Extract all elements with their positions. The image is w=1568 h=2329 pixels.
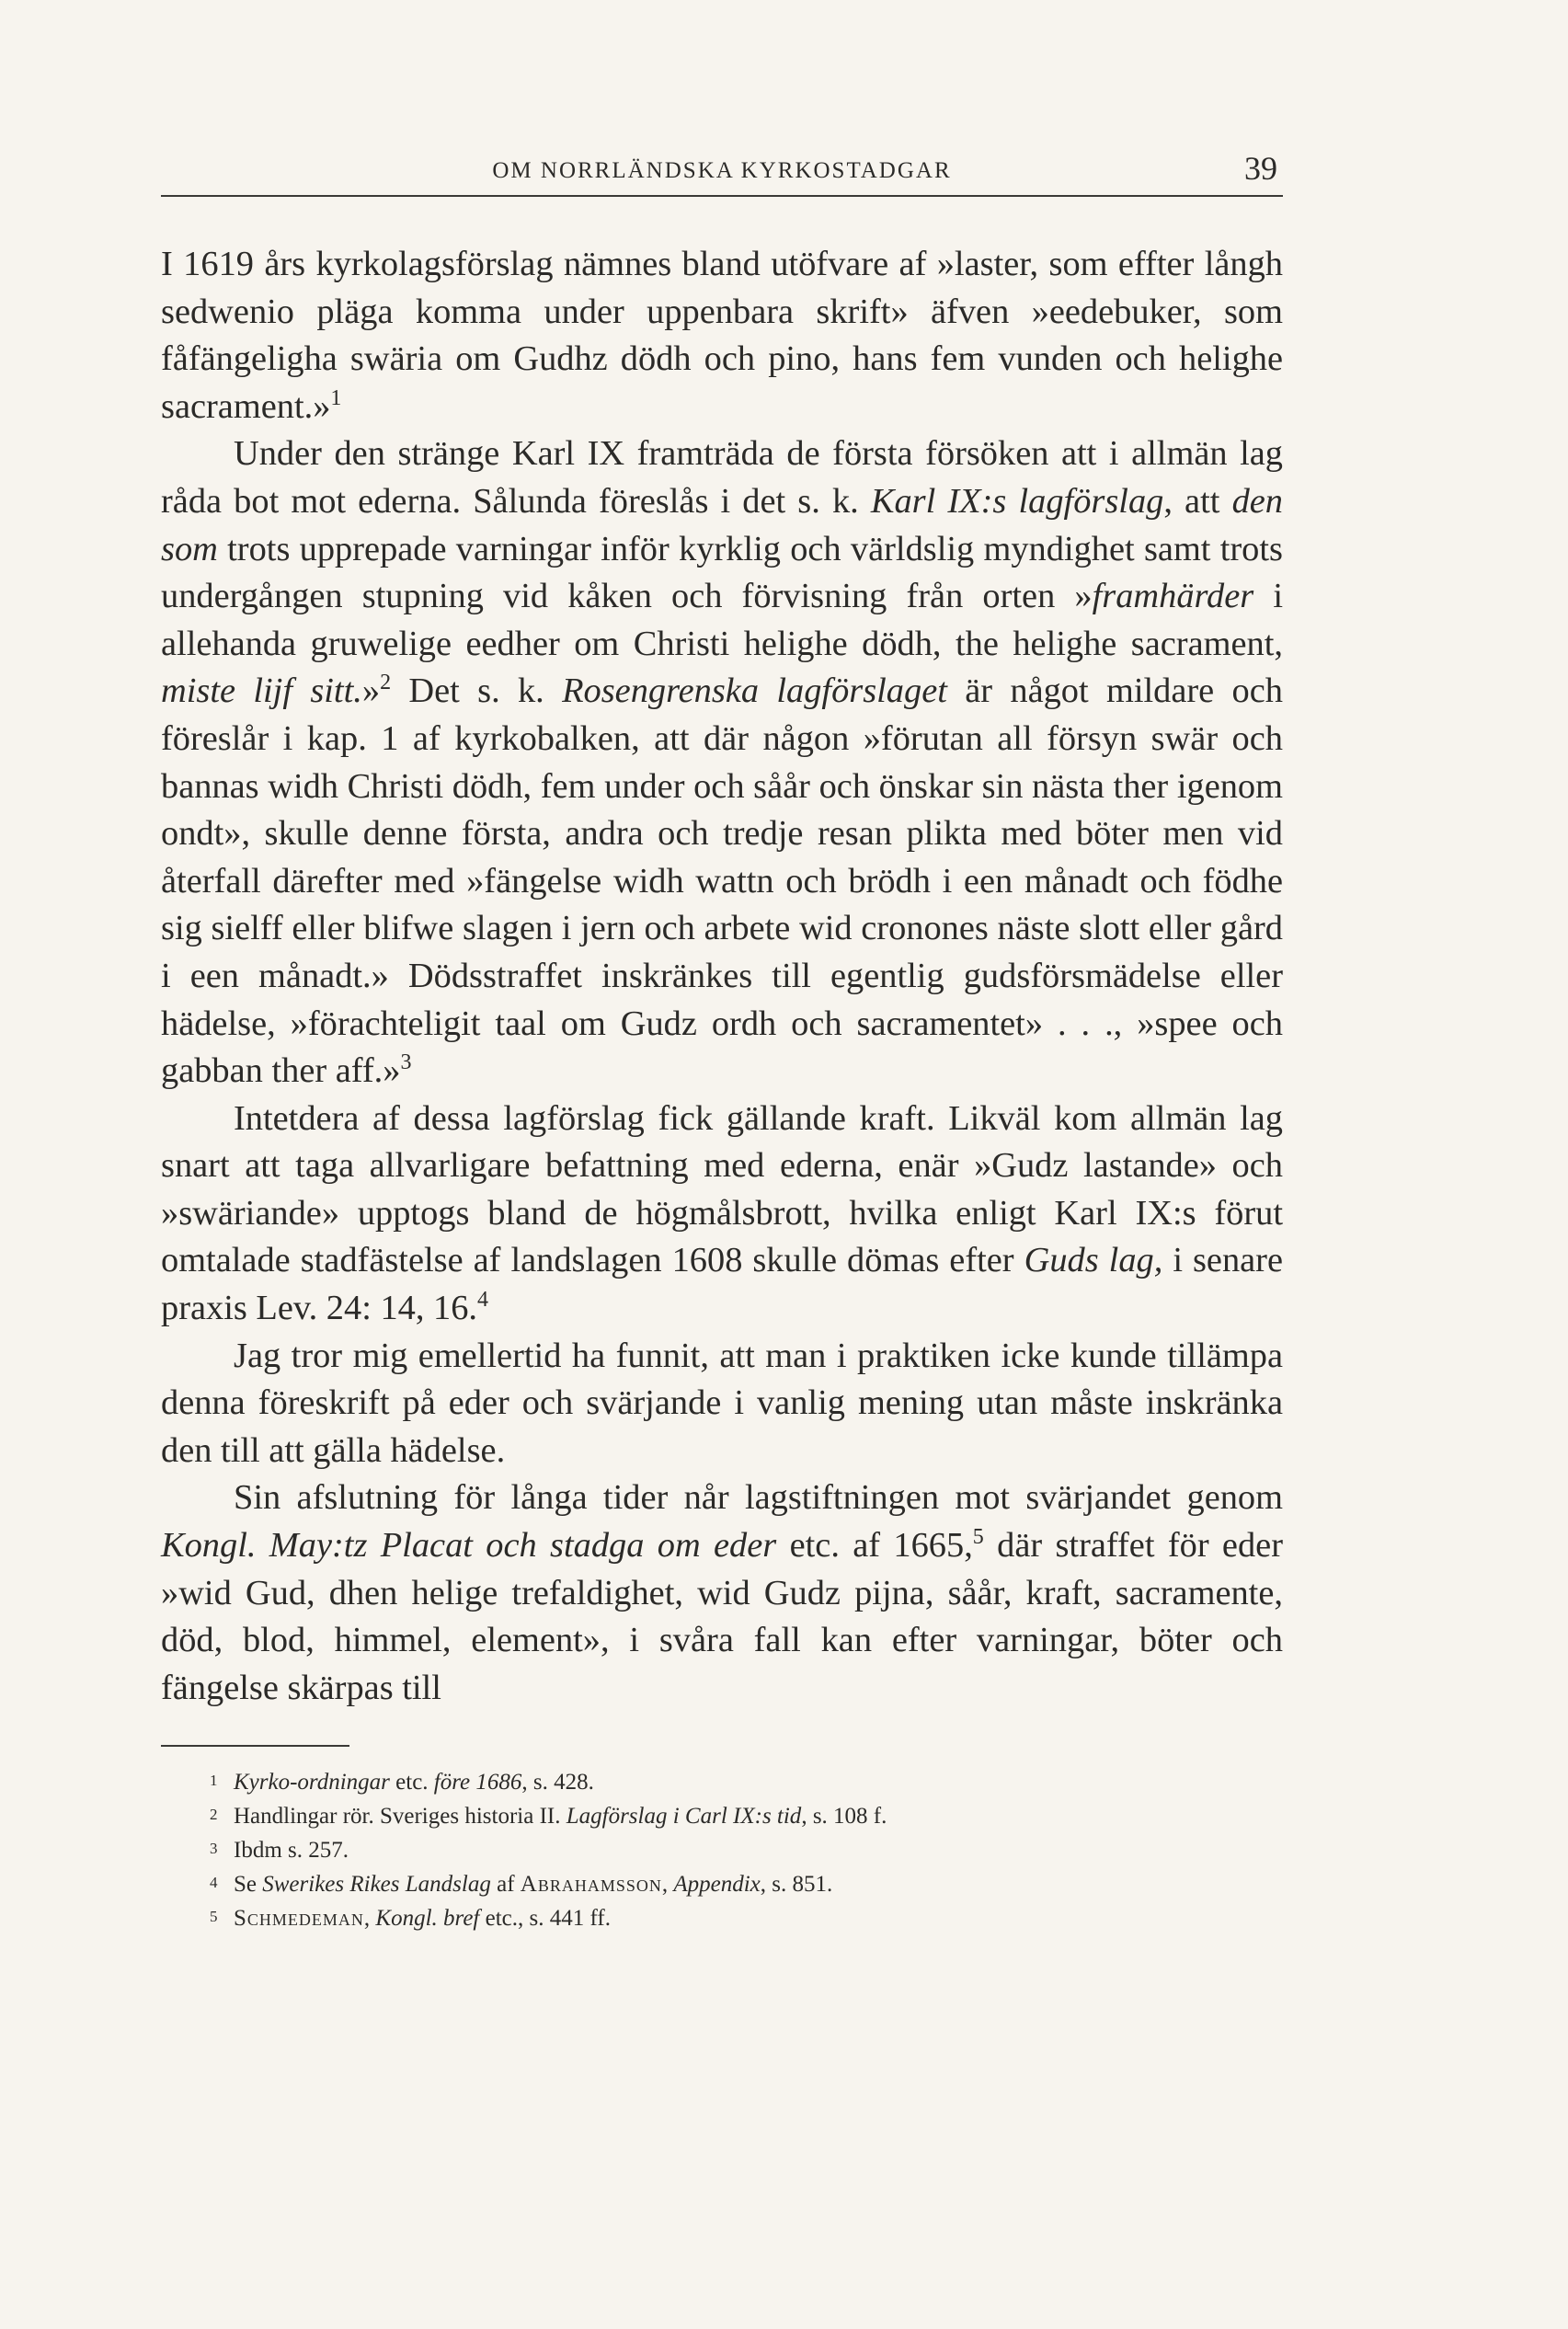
paragraph-2 [161, 430, 1283, 1095]
author-name: Abrahamsson [520, 1872, 662, 1898]
italic-title: Kyrko-ordningar [234, 1770, 390, 1796]
book-page [161, 147, 1283, 1935]
text-run: Sin afslutning för långa tider når lagstiftningen mot svärjandet genom [234, 1478, 1283, 1518]
text-run: etc. af 1665, [789, 1526, 973, 1566]
italic-title: Lagförslag i Carl IX:s tid [566, 1804, 802, 1830]
italic-title: Kongl. May:tz Placat och stadga om eder [161, 1526, 777, 1566]
paragraph-5 [161, 1474, 1283, 1712]
italic-phrase: framhärder [1092, 577, 1254, 616]
text-run: trots upprepade varningar inför kyrklig och världslig myndighet samt trots undergången stupning vid kåken och förvisning från orten » [161, 529, 1283, 616]
footnote-2 [210, 1799, 1283, 1833]
text-run: där straffet för eder »wid Gud, dhen helige trefaldighet, wid Gudz pijna, såår, kraft, sacramente, död, blod, himmel, element», i svåra fall kan efter varningar, böter och fängelse skärpas till [161, 1526, 1283, 1707]
footnote-5 [210, 1901, 1283, 1935]
text-run: i allehanda gruwelige eedher om Christi helighe dödh, the helighe sacrament, [161, 577, 1283, 663]
text-run: Ibdm s. 257. [234, 1838, 349, 1864]
footnote-ref: 1 [330, 385, 342, 410]
paragraph-1 [161, 241, 1283, 430]
footnote-number: 3 [210, 1840, 218, 1858]
text-run: , s. 108 f. [801, 1804, 887, 1830]
footnote-number: 2 [210, 1806, 218, 1824]
text-run: Under den stränge Karl IX framträda de första försöken att i allmän lag råda bot mot ederna. Sålunda föreslås i det s. k. [161, 434, 1283, 521]
paragraph-4 [161, 1333, 1283, 1475]
footnote-ref: 5 [972, 1525, 984, 1550]
text-run: Jag tror mig emellertid ha funnit, att man i praktiken icke kunde tillämpa denna föreskrift på eder och svärjande i vanlig mening utan måste inskränka den till att gälla hädelse. [161, 1336, 1283, 1470]
italic-phrase: före 1686 [433, 1770, 522, 1796]
italic-phrase: den som [161, 481, 1283, 568]
text-run: etc., s. 441 ff. [485, 1906, 611, 1932]
text-run: af [497, 1872, 515, 1898]
text-run: , s. 428. [521, 1770, 594, 1796]
footnote-ref: 3 [400, 1050, 412, 1075]
footnote-ref: 2 [380, 671, 392, 695]
text-run: är något mildare och föreslår i kap. 1 af kyrkobalken, att där någon »förutan all försyn swär och bannas widh Christi dödh, fem under och såår och önskar sin nästa ther igenom ondt», skulle denne första, andra och tredje resan plikta med böter men vid återfall därefter med »fängelse widh wattn och brödh i een månadt och födhe sig sielff eller blifwe slagen i jern och arbete wid cronones näste slott eller gård i een månadt.» Dödsstraffet inskränkes till egentlig gudsförsmädelse eller hädelse, »förachteligit taal om Gudz ordh och sacramentet» . . ., »spee och gabban ther aff.» [161, 671, 1283, 1091]
text-run: , att [1163, 481, 1220, 521]
italic-title: Appendix [673, 1872, 761, 1898]
page-number: 39 [1244, 150, 1277, 187]
text-run: Handlingar rör. Sveriges historia II. [234, 1804, 561, 1830]
footnote-ref: 4 [477, 1288, 489, 1313]
footnote-divider [161, 1745, 349, 1747]
text-run: i senare praxis Lev. 24: 14, 16. [161, 1241, 1284, 1328]
italic-title: Karl IX:s lagförslag [870, 481, 1164, 521]
italic-title: Swerikes Rikes Landslag [262, 1872, 491, 1898]
author-name: Schmedeman [234, 1906, 364, 1932]
body-text [161, 241, 1283, 1712]
text-run: Intetdera af dessa lagförslag fick gällande kraft. Likväl kom allmän lag snart att taga allvarligare befattning med ederna, enär »Gudz lastande» och »swäriande» upptogs bland de högmålsbrott, hvilka enligt Karl IX:s förut omtalade stadfästelse af landslagen 1608 skulle dömas efter [161, 1098, 1283, 1280]
text-run: , [661, 1872, 669, 1898]
text-run: etc. [395, 1770, 429, 1796]
text-run: Se [234, 1872, 257, 1898]
italic-title: Rosengrenska lagförslaget [562, 671, 947, 711]
italic-title: Kongl. bref [375, 1906, 480, 1932]
text-run: I 1619 års kyrkolagsförslag nämnes bland utöfvare af »laster, som effter långh sedwenio pläga komma under uppenbara skrift» äfven »eedebuker, som fåfängeligha swäria om Gudhz dödh och pino, hans fem vunden och helighe sacrament.» [161, 245, 1283, 426]
text-run: , [363, 1906, 371, 1932]
footnote-3 [210, 1833, 1283, 1867]
italic-title: Guds lag, [1024, 1241, 1163, 1280]
footnote-1 [210, 1765, 1283, 1799]
footnote-4 [210, 1867, 1283, 1901]
footnote-number: 5 [210, 1908, 218, 1926]
footnote-number: 4 [210, 1874, 218, 1892]
text-run: Det s. k. [408, 671, 544, 711]
text-run: , s. 851. [760, 1872, 833, 1898]
running-title: OM NORRLÄNDSKA KYRKOSTADGAR [492, 158, 952, 183]
paragraph-3 [161, 1096, 1283, 1333]
text-run: » [361, 671, 381, 711]
page-header [161, 147, 1283, 197]
footnotes [161, 1765, 1283, 1935]
footnote-number: 1 [210, 1772, 218, 1790]
italic-phrase: miste lijf sitt. [161, 671, 362, 711]
